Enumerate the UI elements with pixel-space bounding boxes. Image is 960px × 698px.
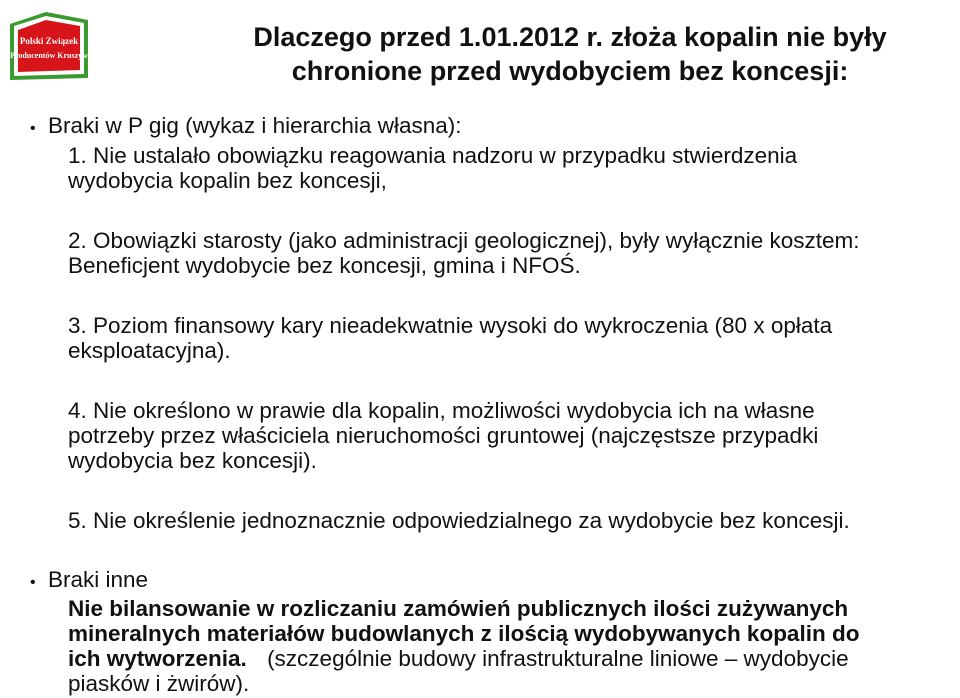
logo-text-line1: Polski Związek bbox=[19, 36, 79, 46]
paragraph-line: mineralnych materiałów budowlanych z ilością wydobywanych kopalin do bbox=[68, 621, 860, 646]
paragraph-normal-fragment: (szczególnie budowy infrastrukturalne liniowe – wydobycie bbox=[267, 646, 849, 671]
section2-heading bbox=[30, 567, 958, 595]
list-item-line: potrzeby przez właściciela nieruchomości gruntowej (najczęstsze przypadki bbox=[68, 423, 819, 448]
list-item-4 bbox=[68, 398, 958, 473]
page-title-line1: Dlaczego przed 1.01.2012 r. złoża kopalin nie były bbox=[253, 22, 887, 52]
section1-heading bbox=[30, 113, 958, 141]
logo-text-line2: Producentów Kruszyw bbox=[10, 51, 88, 60]
list-item-line: Beneficjent wydobycie bez koncesji, gmina i NFOŚ. bbox=[68, 253, 581, 278]
bullet-icon: • bbox=[30, 574, 36, 591]
list-item-line: wydobycia bez koncesji). bbox=[68, 448, 317, 473]
list-item-2 bbox=[68, 228, 958, 278]
list-item-line: 1. Nie ustalało obowiązku reagowania nadzoru w przypadku stwierdzenia bbox=[68, 143, 798, 168]
list-item-line: 2. Obowiązki starosty (jako administracji geologicznej), były wyłącznie kosztem: bbox=[68, 228, 860, 253]
bullet-icon: • bbox=[30, 120, 36, 137]
paragraph-line: Nie bilansowanie w rozliczaniu zamówień publicznych ilości zużywanych bbox=[68, 596, 849, 621]
paragraph-line: piasków i żwirów). bbox=[68, 671, 250, 696]
paragraph-line bbox=[68, 646, 960, 671]
list-item-5 bbox=[68, 508, 958, 533]
logo bbox=[6, 10, 92, 86]
paragraph-bold-fragment: ich wytworzenia. bbox=[68, 646, 247, 671]
section2-heading-text: Braki inne bbox=[48, 567, 149, 592]
list-item-line: 4. Nie określono w prawie dla kopalin, możliwości wydobycia ich na własne bbox=[68, 398, 815, 423]
page-title bbox=[210, 20, 930, 88]
list-item-3 bbox=[68, 313, 958, 363]
list-item-1 bbox=[68, 143, 958, 193]
page-title-line2: chronione przed wydobyciem bez koncesji: bbox=[291, 56, 849, 86]
list-item-line: 3. Poziom finansowy kary nieadekwatnie wysoki do wykroczenia (80 x opłata bbox=[68, 313, 833, 338]
section1-heading-text: Braki w P gig (wykaz i hierarchia własna): bbox=[48, 113, 462, 138]
list-item-line: 5. Nie określenie jednoznacznie odpowiedzialnego za wydobycie bez koncesji. bbox=[68, 508, 850, 533]
list-item-line: wydobycia kopalin bez koncesji, bbox=[68, 168, 387, 193]
list-item-line: eksploatacyjna). bbox=[68, 338, 231, 363]
logo-emblem bbox=[6, 10, 92, 86]
section2-paragraph bbox=[68, 596, 960, 696]
